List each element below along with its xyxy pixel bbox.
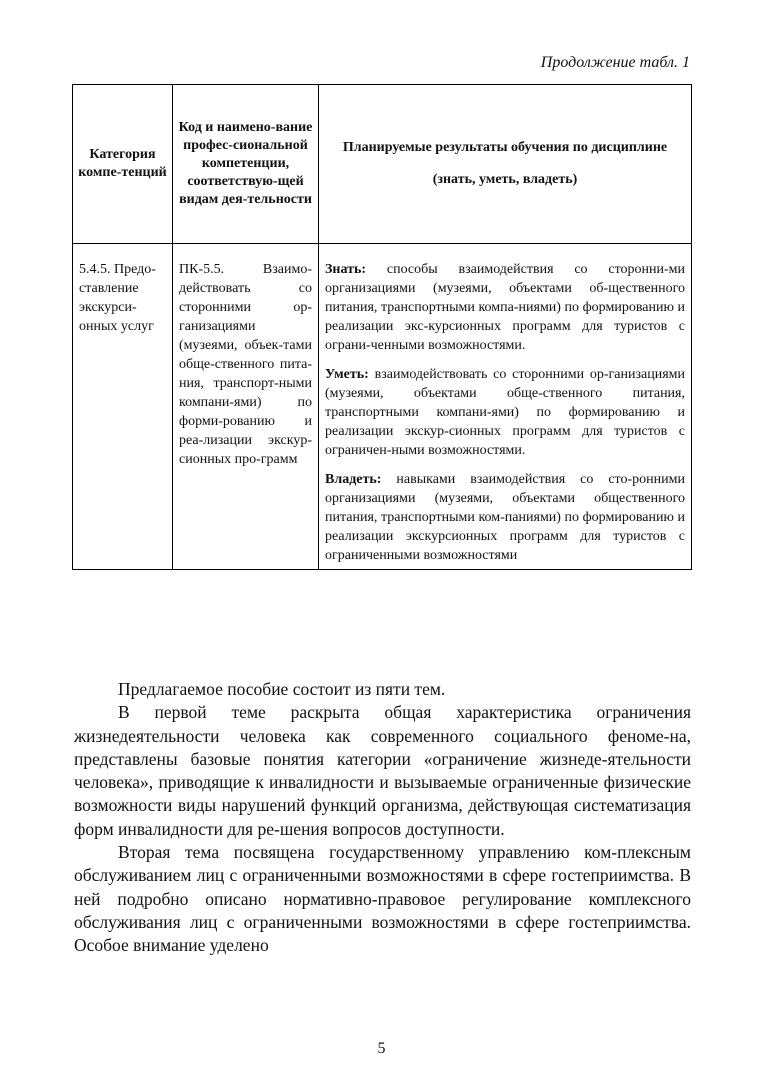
paragraph-1: Предлагаемое пособие состоит из пяти тем. <box>118 679 446 699</box>
table-header-row <box>73 85 692 244</box>
result-own <box>325 470 685 565</box>
paragraph-2: В первой теме раскрыта общая характеристика ограничения жизнедеятельности человека как современного социального феноме-на, представлены базовые понятия категории «ограничение жизнеде-ятельности человека», приводящие к инвалидности и вызываемые ограниченные физические возможности виды нарушений функций организма, действующая систематизация форм инвалидности для ре-шения вопросов доступности. <box>74 702 691 839</box>
header-results-sub: (знать, уметь, владеть) <box>432 172 578 187</box>
header-category: Категория компе-тенций <box>73 85 173 244</box>
own-label: Владеть: <box>325 472 382 487</box>
own-text: навыками взаимодействия со сто-ронними организациями (музеями, объектами общественного питания, транспортными ком-паниями) по формированию и реализации экскурсионных программ для туристов с ограниченными возможностями <box>325 472 685 563</box>
header-code: Код и наимено-вание профес-сиональной компетенции, соответствую-щей видам дея-тельности <box>173 85 319 244</box>
page-number: 5 <box>377 1040 386 1057</box>
table-row <box>73 244 692 570</box>
table-caption: Продолжение табл. 1 <box>540 54 690 71</box>
cell-results <box>319 244 692 570</box>
cell-category: 5.4.5. Предо-ставление экскурси-онных услуг <box>73 244 173 570</box>
header-results <box>319 85 692 244</box>
know-text: способы взаимодействия со сторонни-ми организациями (музеями, объектами об-щественного питания, транспортными компа-ниями) по формированию и реализации экс-курсионных программ для туристов с ограни-ченными возможностями. <box>325 262 686 353</box>
body-text <box>74 678 691 958</box>
can-text: взаимодействовать со сторонними ор-ганизациями (музеями, объектами обще-ственного питания, транспортными компани-ями) по формированию и реализации экскур-сионных программ для туристов с ограничен-ными возможностями. <box>325 367 685 458</box>
competency-table <box>72 84 692 570</box>
know-label: Знать: <box>325 262 367 277</box>
paragraph-3: Вторая тема посвящена государственному управлению ком-плексным обслуживанием лиц с ограниченными возможностями в сфере гостеприимства. В ней подробно описано нормативно-правовое регулирование комплексного обслуживания лиц с ограниченными возможностями в сфере гостеприимства. Особое внимание уделено <box>74 842 691 956</box>
cell-code: ПК-5.5. Взаимо-действовать со сторонними ор-ганизациями (музеями, объек-тами обще-ственного пита-ния, транспорт-ными компани-ями) по форми-рованию и реа-лизации экскур-сионных про-грамм <box>173 244 319 570</box>
result-know <box>325 260 685 355</box>
can-label: Уметь: <box>325 367 369 382</box>
result-can <box>325 365 685 460</box>
header-results-title: Планируемые результаты обучения по дисциплине <box>342 140 668 155</box>
